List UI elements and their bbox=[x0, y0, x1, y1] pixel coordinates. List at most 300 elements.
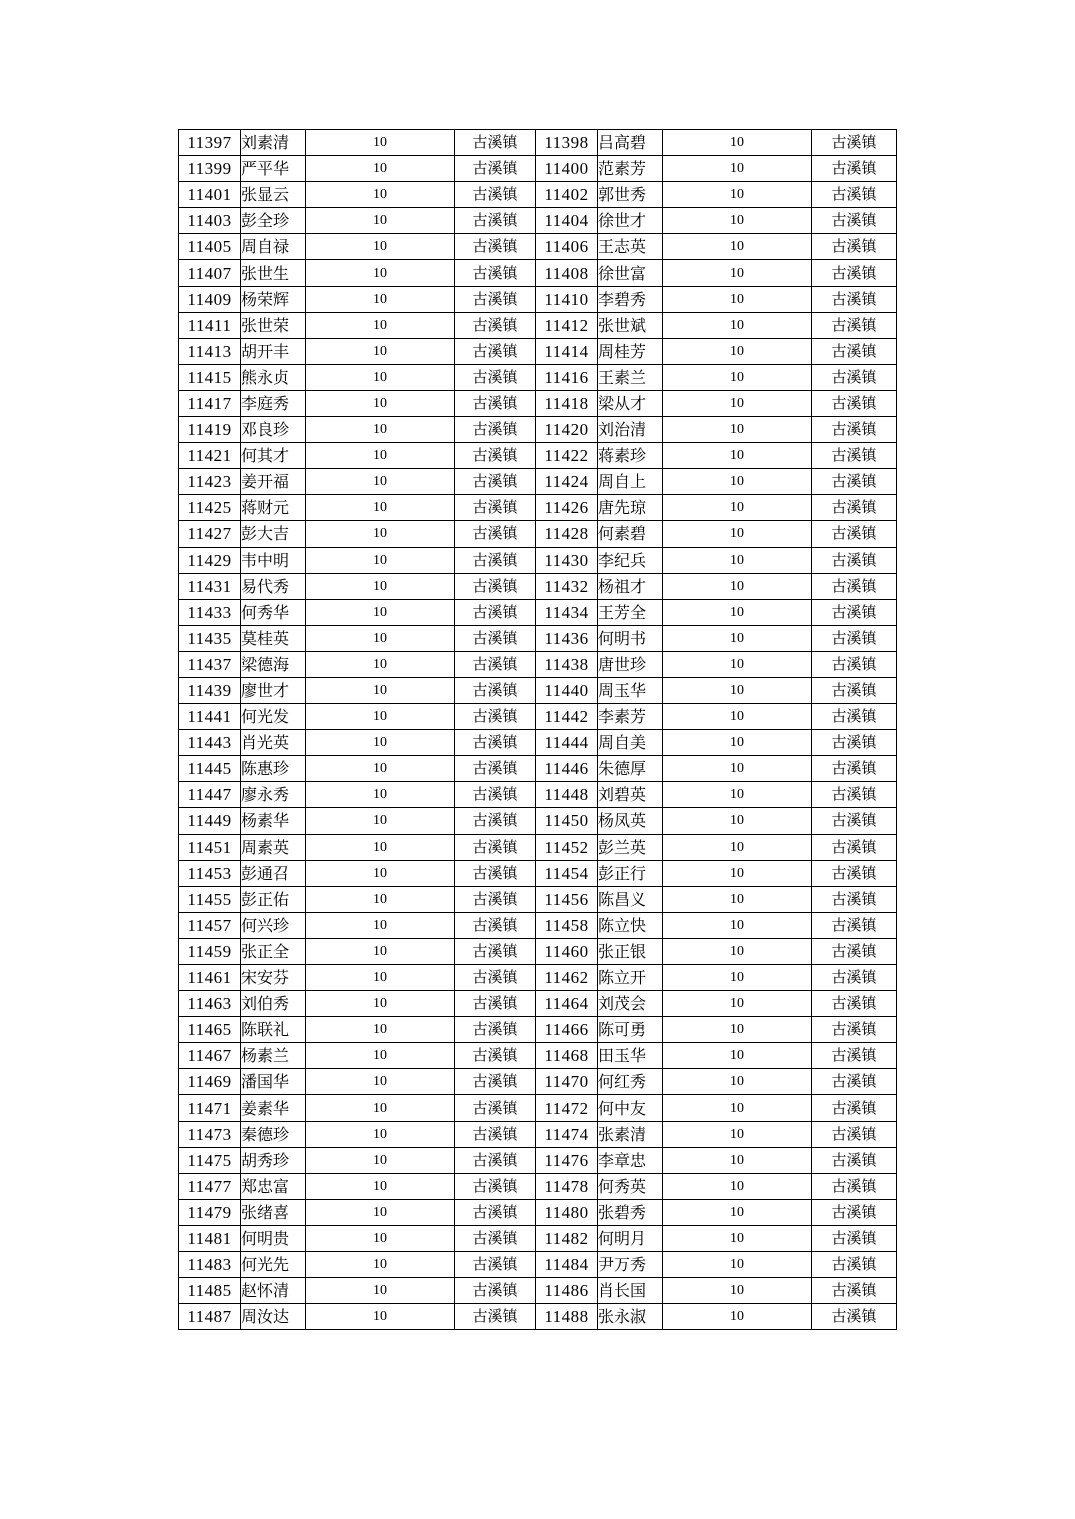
left-amount-cell: 10 bbox=[306, 260, 455, 286]
right-person-name-cell: 梁从才 bbox=[598, 390, 663, 416]
right-record-id-cell: 11444 bbox=[536, 730, 598, 756]
right-person-name-cell: 肖长国 bbox=[598, 1278, 663, 1304]
right-town-name-cell: 古溪镇 bbox=[812, 965, 897, 991]
left-amount-cell: 10 bbox=[306, 1121, 455, 1147]
left-amount-cell: 10 bbox=[306, 1043, 455, 1069]
right-record-id-cell: 11454 bbox=[536, 860, 598, 886]
right-record-id-cell: 11452 bbox=[536, 834, 598, 860]
left-town-name-cell: 古溪镇 bbox=[455, 547, 536, 573]
left-person-name-cell: 陈惠珍 bbox=[241, 756, 306, 782]
right-person-name-cell: 陈立快 bbox=[598, 912, 663, 938]
right-person-name-cell: 杨祖才 bbox=[598, 573, 663, 599]
left-person-name-cell: 蒋财元 bbox=[241, 495, 306, 521]
right-record-id-cell: 11426 bbox=[536, 495, 598, 521]
left-record-id-cell: 11437 bbox=[179, 651, 241, 677]
right-person-name-cell: 蒋素珍 bbox=[598, 443, 663, 469]
left-town-name-cell: 古溪镇 bbox=[455, 260, 536, 286]
right-town-name-cell: 古溪镇 bbox=[812, 260, 897, 286]
left-town-name-cell: 古溪镇 bbox=[455, 912, 536, 938]
right-amount-cell: 10 bbox=[663, 312, 812, 338]
right-town-name-cell: 古溪镇 bbox=[812, 1147, 897, 1173]
table-row bbox=[179, 260, 897, 286]
table-row bbox=[179, 677, 897, 703]
table-row bbox=[179, 286, 897, 312]
left-record-id-cell: 11473 bbox=[179, 1121, 241, 1147]
left-person-name-cell: 韦中明 bbox=[241, 547, 306, 573]
right-person-name-cell: 范素芳 bbox=[598, 156, 663, 182]
table-row bbox=[179, 130, 897, 156]
left-record-id-cell: 11485 bbox=[179, 1278, 241, 1304]
left-record-id-cell: 11435 bbox=[179, 625, 241, 651]
right-person-name-cell: 陈可勇 bbox=[598, 1017, 663, 1043]
right-amount-cell: 10 bbox=[663, 704, 812, 730]
right-person-name-cell: 李素芳 bbox=[598, 704, 663, 730]
left-amount-cell: 10 bbox=[306, 1304, 455, 1330]
table-row bbox=[179, 1199, 897, 1225]
left-town-name-cell: 古溪镇 bbox=[455, 182, 536, 208]
table-row bbox=[179, 573, 897, 599]
right-town-name-cell: 古溪镇 bbox=[812, 417, 897, 443]
right-amount-cell: 10 bbox=[663, 390, 812, 416]
right-record-id-cell: 11484 bbox=[536, 1252, 598, 1278]
left-amount-cell: 10 bbox=[306, 599, 455, 625]
right-record-id-cell: 11476 bbox=[536, 1147, 598, 1173]
table-row bbox=[179, 234, 897, 260]
table-row bbox=[179, 860, 897, 886]
left-town-name-cell: 古溪镇 bbox=[455, 469, 536, 495]
right-amount-cell: 10 bbox=[663, 625, 812, 651]
right-amount-cell: 10 bbox=[663, 1173, 812, 1199]
left-town-name-cell: 古溪镇 bbox=[455, 1095, 536, 1121]
right-person-name-cell: 朱德厚 bbox=[598, 756, 663, 782]
right-town-name-cell: 古溪镇 bbox=[812, 495, 897, 521]
right-amount-cell: 10 bbox=[663, 1069, 812, 1095]
left-person-name-cell: 杨素兰 bbox=[241, 1043, 306, 1069]
left-town-name-cell: 古溪镇 bbox=[455, 312, 536, 338]
right-amount-cell: 10 bbox=[663, 521, 812, 547]
right-amount-cell: 10 bbox=[663, 338, 812, 364]
left-town-name-cell: 古溪镇 bbox=[455, 1017, 536, 1043]
left-town-name-cell: 古溪镇 bbox=[455, 965, 536, 991]
left-person-name-cell: 张世荣 bbox=[241, 312, 306, 338]
right-person-name-cell: 周自美 bbox=[598, 730, 663, 756]
right-amount-cell: 10 bbox=[663, 573, 812, 599]
left-town-name-cell: 古溪镇 bbox=[455, 364, 536, 390]
right-record-id-cell: 11440 bbox=[536, 677, 598, 703]
table-row bbox=[179, 651, 897, 677]
right-person-name-cell: 唐世珍 bbox=[598, 651, 663, 677]
right-amount-cell: 10 bbox=[663, 1095, 812, 1121]
left-person-name-cell: 彭通召 bbox=[241, 860, 306, 886]
right-person-name-cell: 张碧秀 bbox=[598, 1199, 663, 1225]
table-row bbox=[179, 1017, 897, 1043]
left-amount-cell: 10 bbox=[306, 1225, 455, 1251]
left-amount-cell: 10 bbox=[306, 860, 455, 886]
right-amount-cell: 10 bbox=[663, 599, 812, 625]
left-record-id-cell: 11403 bbox=[179, 208, 241, 234]
right-record-id-cell: 11402 bbox=[536, 182, 598, 208]
left-town-name-cell: 古溪镇 bbox=[455, 390, 536, 416]
right-record-id-cell: 11428 bbox=[536, 521, 598, 547]
right-person-name-cell: 尹万秀 bbox=[598, 1252, 663, 1278]
right-person-name-cell: 张世斌 bbox=[598, 312, 663, 338]
left-person-name-cell: 肖光英 bbox=[241, 730, 306, 756]
left-person-name-cell: 陈联礼 bbox=[241, 1017, 306, 1043]
table-row bbox=[179, 495, 897, 521]
left-amount-cell: 10 bbox=[306, 625, 455, 651]
right-amount-cell: 10 bbox=[663, 286, 812, 312]
right-record-id-cell: 11414 bbox=[536, 338, 598, 364]
right-amount-cell: 10 bbox=[663, 938, 812, 964]
right-record-id-cell: 11482 bbox=[536, 1225, 598, 1251]
left-town-name-cell: 古溪镇 bbox=[455, 808, 536, 834]
left-town-name-cell: 古溪镇 bbox=[455, 938, 536, 964]
right-record-id-cell: 11458 bbox=[536, 912, 598, 938]
table-row bbox=[179, 965, 897, 991]
left-person-name-cell: 姜素华 bbox=[241, 1095, 306, 1121]
left-record-id-cell: 11451 bbox=[179, 834, 241, 860]
table-row bbox=[179, 312, 897, 338]
right-town-name-cell: 古溪镇 bbox=[812, 364, 897, 390]
table-row bbox=[179, 1069, 897, 1095]
right-amount-cell: 10 bbox=[663, 469, 812, 495]
right-town-name-cell: 古溪镇 bbox=[812, 1095, 897, 1121]
right-town-name-cell: 古溪镇 bbox=[812, 912, 897, 938]
left-record-id-cell: 11467 bbox=[179, 1043, 241, 1069]
left-amount-cell: 10 bbox=[306, 1069, 455, 1095]
left-record-id-cell: 11465 bbox=[179, 1017, 241, 1043]
right-amount-cell: 10 bbox=[663, 1199, 812, 1225]
left-town-name-cell: 古溪镇 bbox=[455, 860, 536, 886]
left-record-id-cell: 11401 bbox=[179, 182, 241, 208]
right-amount-cell: 10 bbox=[663, 991, 812, 1017]
right-town-name-cell: 古溪镇 bbox=[812, 599, 897, 625]
left-amount-cell: 10 bbox=[306, 965, 455, 991]
right-record-id-cell: 11434 bbox=[536, 599, 598, 625]
right-amount-cell: 10 bbox=[663, 912, 812, 938]
right-amount-cell: 10 bbox=[663, 417, 812, 443]
right-person-name-cell: 刘碧英 bbox=[598, 782, 663, 808]
right-record-id-cell: 11464 bbox=[536, 991, 598, 1017]
right-town-name-cell: 古溪镇 bbox=[812, 677, 897, 703]
right-town-name-cell: 古溪镇 bbox=[812, 1225, 897, 1251]
left-record-id-cell: 11433 bbox=[179, 599, 241, 625]
table-row bbox=[179, 1121, 897, 1147]
right-person-name-cell: 陈昌义 bbox=[598, 886, 663, 912]
left-record-id-cell: 11481 bbox=[179, 1225, 241, 1251]
right-record-id-cell: 11438 bbox=[536, 651, 598, 677]
table-row bbox=[179, 782, 897, 808]
table-row bbox=[179, 338, 897, 364]
left-record-id-cell: 11447 bbox=[179, 782, 241, 808]
left-amount-cell: 10 bbox=[306, 312, 455, 338]
left-amount-cell: 10 bbox=[306, 443, 455, 469]
left-record-id-cell: 11475 bbox=[179, 1147, 241, 1173]
right-person-name-cell: 何红秀 bbox=[598, 1069, 663, 1095]
table-row bbox=[179, 364, 897, 390]
right-amount-cell: 10 bbox=[663, 730, 812, 756]
table-row bbox=[179, 625, 897, 651]
right-record-id-cell: 11422 bbox=[536, 443, 598, 469]
right-amount-cell: 10 bbox=[663, 834, 812, 860]
table-row bbox=[179, 521, 897, 547]
right-record-id-cell: 11470 bbox=[536, 1069, 598, 1095]
left-person-name-cell: 秦德珍 bbox=[241, 1121, 306, 1147]
left-person-name-cell: 何秀华 bbox=[241, 599, 306, 625]
left-amount-cell: 10 bbox=[306, 286, 455, 312]
right-person-name-cell: 周玉华 bbox=[598, 677, 663, 703]
right-town-name-cell: 古溪镇 bbox=[812, 1069, 897, 1095]
right-person-name-cell: 李章忠 bbox=[598, 1147, 663, 1173]
right-person-name-cell: 郭世秀 bbox=[598, 182, 663, 208]
left-record-id-cell: 11397 bbox=[179, 130, 241, 156]
right-town-name-cell: 古溪镇 bbox=[812, 156, 897, 182]
left-person-name-cell: 姜开福 bbox=[241, 469, 306, 495]
right-person-name-cell: 吕高碧 bbox=[598, 130, 663, 156]
left-record-id-cell: 11405 bbox=[179, 234, 241, 260]
right-record-id-cell: 11410 bbox=[536, 286, 598, 312]
right-person-name-cell: 周自上 bbox=[598, 469, 663, 495]
table-row bbox=[179, 1173, 897, 1199]
left-record-id-cell: 11429 bbox=[179, 547, 241, 573]
left-amount-cell: 10 bbox=[306, 1252, 455, 1278]
right-amount-cell: 10 bbox=[663, 651, 812, 677]
right-record-id-cell: 11480 bbox=[536, 1199, 598, 1225]
right-town-name-cell: 古溪镇 bbox=[812, 860, 897, 886]
left-record-id-cell: 11469 bbox=[179, 1069, 241, 1095]
right-person-name-cell: 张永淑 bbox=[598, 1304, 663, 1330]
left-amount-cell: 10 bbox=[306, 495, 455, 521]
left-person-name-cell: 邓良珍 bbox=[241, 417, 306, 443]
right-town-name-cell: 古溪镇 bbox=[812, 730, 897, 756]
left-record-id-cell: 11483 bbox=[179, 1252, 241, 1278]
left-record-id-cell: 11461 bbox=[179, 965, 241, 991]
left-town-name-cell: 古溪镇 bbox=[455, 156, 536, 182]
left-town-name-cell: 古溪镇 bbox=[455, 1304, 536, 1330]
left-town-name-cell: 古溪镇 bbox=[455, 521, 536, 547]
table-row bbox=[179, 886, 897, 912]
table-row bbox=[179, 756, 897, 782]
left-town-name-cell: 古溪镇 bbox=[455, 1043, 536, 1069]
left-person-name-cell: 廖永秀 bbox=[241, 782, 306, 808]
left-record-id-cell: 11463 bbox=[179, 991, 241, 1017]
right-town-name-cell: 古溪镇 bbox=[812, 651, 897, 677]
right-person-name-cell: 何中友 bbox=[598, 1095, 663, 1121]
left-town-name-cell: 古溪镇 bbox=[455, 1252, 536, 1278]
right-town-name-cell: 古溪镇 bbox=[812, 938, 897, 964]
left-record-id-cell: 11479 bbox=[179, 1199, 241, 1225]
right-person-name-cell: 张素清 bbox=[598, 1121, 663, 1147]
right-town-name-cell: 古溪镇 bbox=[812, 547, 897, 573]
left-person-name-cell: 刘素清 bbox=[241, 130, 306, 156]
left-town-name-cell: 古溪镇 bbox=[455, 1121, 536, 1147]
right-person-name-cell: 彭兰英 bbox=[598, 834, 663, 860]
right-amount-cell: 10 bbox=[663, 130, 812, 156]
right-town-name-cell: 古溪镇 bbox=[812, 1252, 897, 1278]
left-amount-cell: 10 bbox=[306, 338, 455, 364]
right-record-id-cell: 11416 bbox=[536, 364, 598, 390]
right-person-name-cell: 杨凤英 bbox=[598, 808, 663, 834]
right-town-name-cell: 古溪镇 bbox=[812, 390, 897, 416]
left-record-id-cell: 11421 bbox=[179, 443, 241, 469]
right-town-name-cell: 古溪镇 bbox=[812, 1304, 897, 1330]
left-amount-cell: 10 bbox=[306, 208, 455, 234]
left-person-name-cell: 张绪喜 bbox=[241, 1199, 306, 1225]
left-person-name-cell: 胡秀珍 bbox=[241, 1147, 306, 1173]
right-amount-cell: 10 bbox=[663, 965, 812, 991]
table-row bbox=[179, 1147, 897, 1173]
right-town-name-cell: 古溪镇 bbox=[812, 573, 897, 599]
left-person-name-cell: 郑忠富 bbox=[241, 1173, 306, 1199]
right-town-name-cell: 古溪镇 bbox=[812, 521, 897, 547]
left-amount-cell: 10 bbox=[306, 1278, 455, 1304]
left-town-name-cell: 古溪镇 bbox=[455, 677, 536, 703]
right-town-name-cell: 古溪镇 bbox=[812, 1017, 897, 1043]
right-amount-cell: 10 bbox=[663, 1225, 812, 1251]
table-row bbox=[179, 208, 897, 234]
table-row bbox=[179, 182, 897, 208]
left-town-name-cell: 古溪镇 bbox=[455, 286, 536, 312]
table-row bbox=[179, 443, 897, 469]
right-record-id-cell: 11450 bbox=[536, 808, 598, 834]
right-amount-cell: 10 bbox=[663, 208, 812, 234]
right-town-name-cell: 古溪镇 bbox=[812, 234, 897, 260]
left-town-name-cell: 古溪镇 bbox=[455, 704, 536, 730]
left-amount-cell: 10 bbox=[306, 886, 455, 912]
left-town-name-cell: 古溪镇 bbox=[455, 234, 536, 260]
right-amount-cell: 10 bbox=[663, 860, 812, 886]
table-row bbox=[179, 417, 897, 443]
right-town-name-cell: 古溪镇 bbox=[812, 130, 897, 156]
right-record-id-cell: 11412 bbox=[536, 312, 598, 338]
left-town-name-cell: 古溪镇 bbox=[455, 1147, 536, 1173]
left-record-id-cell: 11415 bbox=[179, 364, 241, 390]
left-amount-cell: 10 bbox=[306, 573, 455, 599]
left-person-name-cell: 何光先 bbox=[241, 1252, 306, 1278]
left-amount-cell: 10 bbox=[306, 390, 455, 416]
right-record-id-cell: 11460 bbox=[536, 938, 598, 964]
right-person-name-cell: 徐世才 bbox=[598, 208, 663, 234]
right-record-id-cell: 11462 bbox=[536, 965, 598, 991]
left-person-name-cell: 胡开丰 bbox=[241, 338, 306, 364]
left-town-name-cell: 古溪镇 bbox=[455, 495, 536, 521]
right-amount-cell: 10 bbox=[663, 782, 812, 808]
left-person-name-cell: 周素英 bbox=[241, 834, 306, 860]
right-amount-cell: 10 bbox=[663, 1147, 812, 1173]
left-person-name-cell: 彭全珍 bbox=[241, 208, 306, 234]
left-person-name-cell: 彭大吉 bbox=[241, 521, 306, 547]
left-person-name-cell: 张正全 bbox=[241, 938, 306, 964]
right-person-name-cell: 王芳全 bbox=[598, 599, 663, 625]
right-person-name-cell: 陈立开 bbox=[598, 965, 663, 991]
right-record-id-cell: 11404 bbox=[536, 208, 598, 234]
left-town-name-cell: 古溪镇 bbox=[455, 1278, 536, 1304]
right-person-name-cell: 徐世富 bbox=[598, 260, 663, 286]
right-record-id-cell: 11478 bbox=[536, 1173, 598, 1199]
left-amount-cell: 10 bbox=[306, 756, 455, 782]
table-row bbox=[179, 991, 897, 1017]
left-amount-cell: 10 bbox=[306, 1173, 455, 1199]
left-person-name-cell: 何兴珍 bbox=[241, 912, 306, 938]
left-amount-cell: 10 bbox=[306, 651, 455, 677]
right-amount-cell: 10 bbox=[663, 156, 812, 182]
left-record-id-cell: 11453 bbox=[179, 860, 241, 886]
roster-table bbox=[178, 129, 897, 1330]
right-town-name-cell: 古溪镇 bbox=[812, 443, 897, 469]
right-person-name-cell: 刘治清 bbox=[598, 417, 663, 443]
left-amount-cell: 10 bbox=[306, 912, 455, 938]
right-person-name-cell: 李碧秀 bbox=[598, 286, 663, 312]
right-town-name-cell: 古溪镇 bbox=[812, 312, 897, 338]
right-record-id-cell: 11400 bbox=[536, 156, 598, 182]
left-amount-cell: 10 bbox=[306, 1095, 455, 1121]
left-person-name-cell: 杨素华 bbox=[241, 808, 306, 834]
left-person-name-cell: 梁德海 bbox=[241, 651, 306, 677]
left-record-id-cell: 11409 bbox=[179, 286, 241, 312]
left-person-name-cell: 莫桂英 bbox=[241, 625, 306, 651]
right-amount-cell: 10 bbox=[663, 1252, 812, 1278]
right-record-id-cell: 11488 bbox=[536, 1304, 598, 1330]
left-person-name-cell: 宋安芬 bbox=[241, 965, 306, 991]
right-town-name-cell: 古溪镇 bbox=[812, 756, 897, 782]
right-person-name-cell: 唐先琼 bbox=[598, 495, 663, 521]
right-town-name-cell: 古溪镇 bbox=[812, 338, 897, 364]
table-row bbox=[179, 1278, 897, 1304]
right-town-name-cell: 古溪镇 bbox=[812, 886, 897, 912]
right-town-name-cell: 古溪镇 bbox=[812, 991, 897, 1017]
left-amount-cell: 10 bbox=[306, 677, 455, 703]
left-record-id-cell: 11423 bbox=[179, 469, 241, 495]
left-amount-cell: 10 bbox=[306, 182, 455, 208]
left-town-name-cell: 古溪镇 bbox=[455, 573, 536, 599]
right-town-name-cell: 古溪镇 bbox=[812, 1278, 897, 1304]
right-person-name-cell: 张正银 bbox=[598, 938, 663, 964]
left-amount-cell: 10 bbox=[306, 521, 455, 547]
right-amount-cell: 10 bbox=[663, 364, 812, 390]
table-row bbox=[179, 1304, 897, 1330]
left-record-id-cell: 11399 bbox=[179, 156, 241, 182]
right-town-name-cell: 古溪镇 bbox=[812, 625, 897, 651]
left-person-name-cell: 易代秀 bbox=[241, 573, 306, 599]
left-record-id-cell: 11413 bbox=[179, 338, 241, 364]
left-amount-cell: 10 bbox=[306, 130, 455, 156]
right-record-id-cell: 11456 bbox=[536, 886, 598, 912]
table-row bbox=[179, 912, 897, 938]
left-town-name-cell: 古溪镇 bbox=[455, 1199, 536, 1225]
left-town-name-cell: 古溪镇 bbox=[455, 756, 536, 782]
left-record-id-cell: 11419 bbox=[179, 417, 241, 443]
left-record-id-cell: 11427 bbox=[179, 521, 241, 547]
right-amount-cell: 10 bbox=[663, 495, 812, 521]
left-person-name-cell: 李庭秀 bbox=[241, 390, 306, 416]
table-row bbox=[179, 1095, 897, 1121]
right-record-id-cell: 11424 bbox=[536, 469, 598, 495]
table-row bbox=[179, 1043, 897, 1069]
right-record-id-cell: 11466 bbox=[536, 1017, 598, 1043]
right-town-name-cell: 古溪镇 bbox=[812, 1173, 897, 1199]
right-amount-cell: 10 bbox=[663, 886, 812, 912]
left-person-name-cell: 何明贵 bbox=[241, 1225, 306, 1251]
table-row bbox=[179, 1252, 897, 1278]
right-record-id-cell: 11474 bbox=[536, 1121, 598, 1147]
left-amount-cell: 10 bbox=[306, 730, 455, 756]
table-row bbox=[179, 469, 897, 495]
left-town-name-cell: 古溪镇 bbox=[455, 338, 536, 364]
left-amount-cell: 10 bbox=[306, 782, 455, 808]
left-record-id-cell: 11487 bbox=[179, 1304, 241, 1330]
right-amount-cell: 10 bbox=[663, 182, 812, 208]
left-record-id-cell: 11431 bbox=[179, 573, 241, 599]
